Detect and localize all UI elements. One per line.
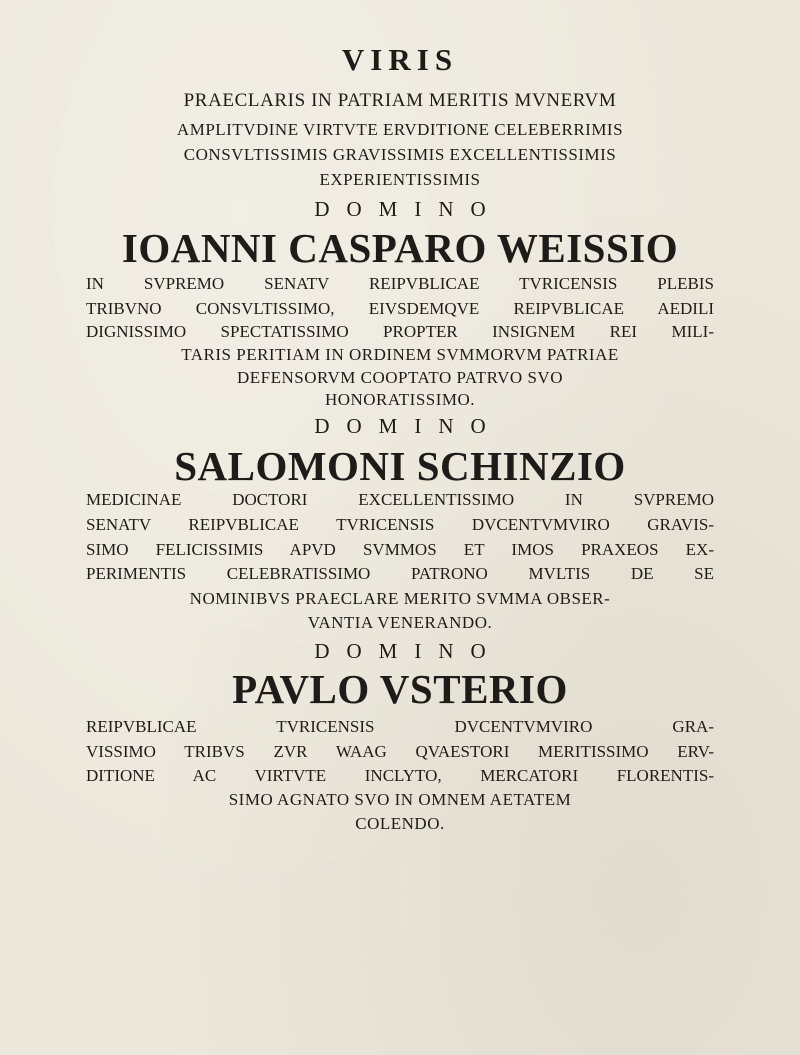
dedication-line: SIMO FELICISSIMIS APVD SVMMOS ET IMOS PRAXEOS EX- [86, 540, 714, 559]
salutation: DOMINO [314, 639, 503, 663]
dedication-line: REIPVBLICAE TVRICENSIS DVCENTVMVIRO GRA- [86, 717, 714, 736]
salutation: DOMINO [314, 414, 503, 438]
dedication-line: DEFENSORVM COOPTATO PATRVO SVO [237, 368, 563, 387]
dedication-line: COLENDO. [355, 814, 445, 833]
dedication-line: SIMO AGNATO SVO IN OMNEM AETATEM [228, 790, 572, 809]
page-title: VIRIS [341, 42, 459, 77]
salutation: DOMINO [314, 197, 503, 221]
dedication-line: TRIBVNO CONSVLTISSIMO, EIVSDEMQVE REIPVBLICAE AEDILI [86, 299, 714, 318]
dedicatee-name: IOANNI CASPARO WEISSIO [121, 225, 679, 271]
dedication-line: VISSIMO TRIBVS ZVR WAAG QVAESTORI MERITISSIMO ERV- [86, 742, 714, 761]
dedicatee-name: SALOMONI SCHINZIO [174, 443, 626, 489]
dedication-line: NOMINIBVS PRAECLARE MERITO SVMMA OBSER- [189, 589, 611, 608]
dedication-line: MEDICINAE DOCTORI EXCELLENTISSIMO IN SVPREMO [86, 490, 714, 509]
header-line: CONSVLTISSIMIS GRAVISSIMIS EXCELLENTISSIMIS [183, 145, 617, 164]
dedication-line: VANTIA VENERANDO. [307, 613, 493, 632]
dedication-line: DIGNISSIMO SPECTATISSIMO PROPTER INSIGNEM REI MILI- [86, 322, 714, 341]
header-line: PRAECLARIS IN PATRIAM MERITIS MVNERVM [183, 90, 617, 111]
header-line: AMPLITVDINE VIRTVTE ERVDITIONE CELEBERRIMIS [176, 120, 624, 139]
dedication-line: HONORATISSIMO. [324, 390, 476, 409]
dedication-line: TARIS PERITIAM IN ORDINEM SVMMORVM PATRIAE [181, 345, 619, 364]
dedication-line: PERIMENTIS CELEBRATISSIMO PATRONO MVLTIS DE SE [86, 564, 714, 583]
dedicatee-name: PAVLO VSTERIO [232, 666, 568, 712]
dedication-line: SENATV REIPVBLICAE TVRICENSIS DVCENTVMVIRO GRAVIS- [86, 515, 714, 534]
dedication-line: DITIONE AC VIRTVTE INCLYTO, MERCATORI FLORENTIS- [86, 766, 714, 785]
dedication-line: IN SVPREMO SENATV REIPVBLICAE TVRICENSIS PLEBIS [86, 274, 714, 293]
header-line: EXPERIENTISSIMIS [319, 170, 481, 189]
